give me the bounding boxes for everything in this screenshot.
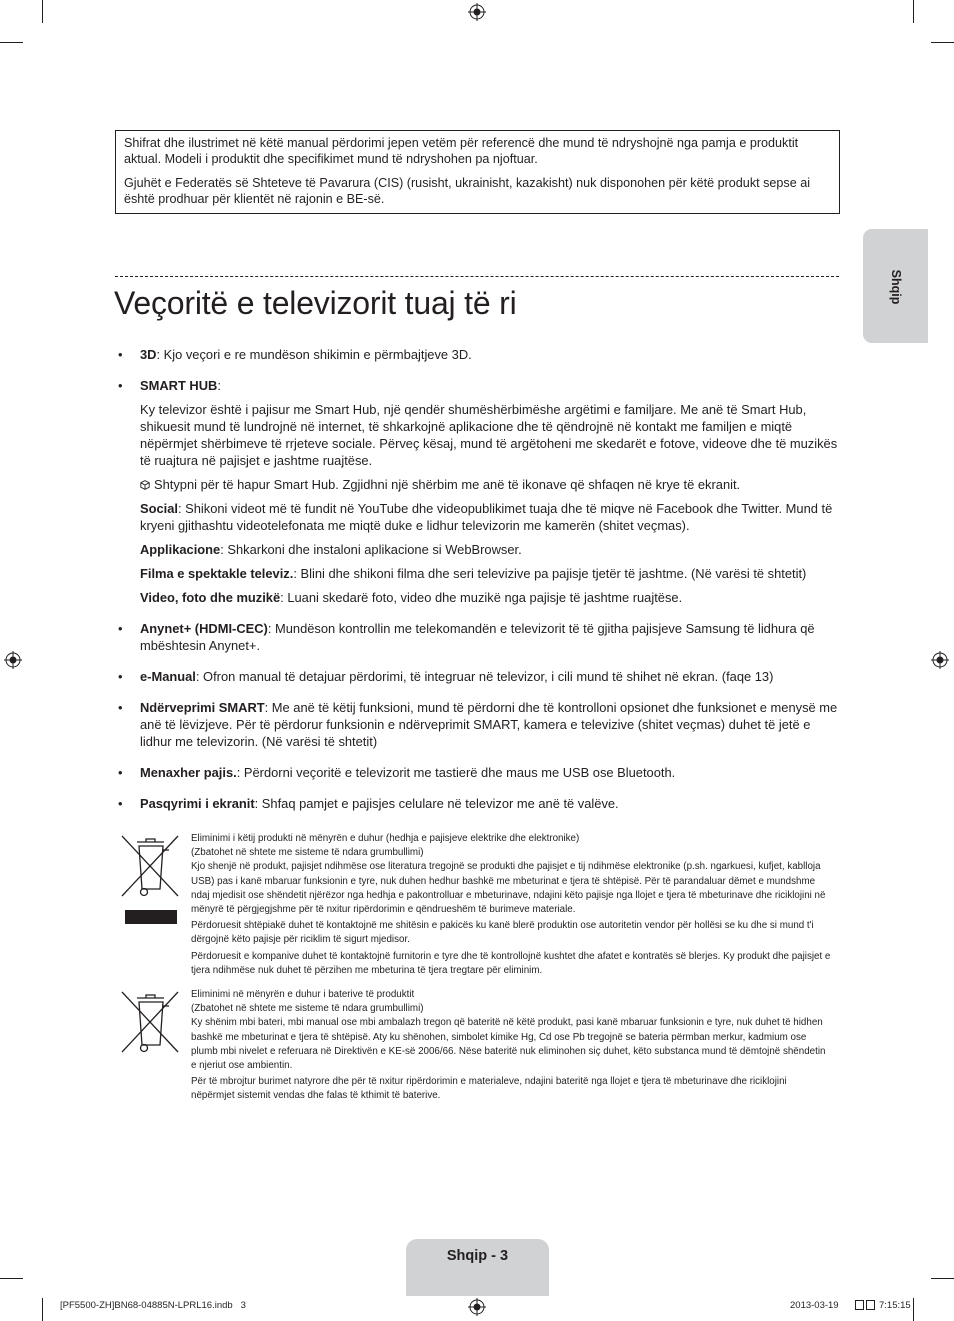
- weee-text: [191, 832, 831, 980]
- crop-mark: [913, 1298, 914, 1321]
- list-item: [114, 668, 842, 685]
- list-item: [114, 620, 842, 654]
- battery-text: [191, 988, 831, 1106]
- page-number-tab: [406, 1239, 549, 1296]
- weee-paragraph: Kjo shenjë në produkt, pajisjet ndihmëse ose literatura tregojnë se produkti dhe pajisjet e tij ndihmëse elektronike (p.sh. ngarkuesi, kufjet, kablloja USB) pas i kanë mbaruar funksionin e tyre, nuk duhen hedhur bashkë me mbeturinat e tjera të shtëpisë. Për të parandaluar dëmet e mundshme ndaj mjedisit ose shëndetit njërëzor nga hedhja e pakontrolluar e mbeturinave, ndajini këto pajisje nga llojet e tjera të mbeturinave dhe riciklojini në mënyrë të përgjegjshme për të nxitur ripërdorimin e qëndrueshëm të burimeve materiale.: [191, 861, 826, 916]
- list-item: [114, 795, 842, 812]
- feature-text: : Ofron manual të detajuar përdorimi, të integruar në televizor, i cili mund të shihet në ekran. (faqe 13): [195, 669, 774, 684]
- crop-mark: [931, 1278, 954, 1279]
- smart-hub-item: [140, 541, 842, 558]
- disclaimer-paragraph: Shifrat dhe ilustrimet në këtë manual përdorimi jepen vetëm për referencë dhe mund të ndryshojnë nga pamja e produktit aktual. Modeli i produktit dhe specifikimet mund të ndryshohen pa njoftuar.: [124, 136, 799, 166]
- crop-mark: [931, 42, 954, 43]
- feature-text: : Përdorni veçoritë e televizorit me tastierë dhe maus me USB ose Bluetooth.: [236, 765, 676, 780]
- smart-hub-item-term: Video, foto dhe muzikë: [140, 590, 281, 605]
- section-divider: [115, 276, 839, 277]
- registration-mark-icon: [468, 3, 486, 21]
- smart-hub-item-term: Applikacione: [140, 542, 221, 557]
- list-item: [114, 699, 842, 750]
- smart-hub-item: [140, 589, 842, 606]
- feature-term: 3D: [140, 347, 157, 362]
- crop-mark: [0, 42, 23, 43]
- smart-hub-button-icon: [140, 480, 150, 490]
- bullet: •: [118, 378, 123, 393]
- feature-term: Anynet+ (HDMI-CEC): [140, 621, 268, 636]
- side-tab-label: Shqip: [888, 269, 903, 305]
- print-file-info: [PF5500-ZH]BN68-04885N-LPRL16.indb 3: [60, 1300, 246, 1311]
- list-item: [114, 346, 842, 363]
- smart-hub-item-term: Social: [140, 501, 178, 516]
- bullet: •: [118, 621, 123, 636]
- smart-hub-item-term: Filma e spektakle televiz.: [140, 566, 294, 581]
- bullet: •: [118, 765, 123, 780]
- weee-paragraph: Përdoruesit e kompanive duhet të kontaktojnë furnitorin e tyre dhe të kontrollojnë kushtet dhe afatet e kontratës së blerjes. Ky produkt dhe pajisjet e tjera ndihmëse nuk duhet të përzihen me mbeturina të tjera tregtare për eliminim.: [191, 950, 831, 976]
- feature-term: Pasqyrimi i ekranit: [140, 796, 255, 811]
- remote-note-text: Shtypni për të hapur Smart Hub. Zgjidhni një shërbim me anë të ikonave që shfaqen në krye të ekranit.: [154, 477, 741, 492]
- crossed-out-wheelie-bin-icon: [120, 832, 180, 924]
- crop-mark: [0, 1278, 23, 1279]
- battery-paragraph: Ky shënim mbi bateri, mbi manual ose mbi ambalazh tregon që bateritë në këtë produkt, pasi kanë mbaruar funksionin e tyre, nuk duhet të hidhen bashkë me mbeturinat e tjera të shtëpisë. Aty ku shënohen, simbolet kimike Hg, Cd ose Pb tregojnë se bateria përmban merkur, kadmium ose plumb mbi nivelet e referuara në Direktivën e KE-së 2006/66. Nëse bateritë nuk eliminohen siç duhet, këto substanca mund të dëmtojnë shëndetin e njeriut ose ambientin.: [191, 1017, 826, 1072]
- smart-hub-item-text: : Shikoni videot më të fundit në YouTube dhe videopublikimet tuaja dhe të miqve në Facebook dhe Twitter. Mund të kryeni gjithashtu videotelefonata me miqtë duke e lidhur televizorin me kamerën (shitet veçmas).: [140, 501, 833, 533]
- smart-hub-item: [140, 565, 842, 582]
- registration-mark-icon: [468, 1298, 486, 1316]
- list-item: [114, 377, 842, 606]
- print-unrendered-glyphs: [855, 1300, 875, 1314]
- crop-mark: [913, 0, 914, 23]
- feature-text: :: [217, 378, 221, 393]
- feature-list: [114, 346, 842, 826]
- smart-hub-item: [140, 500, 842, 534]
- page-number: Shqip - 3: [446, 1248, 509, 1264]
- missing-glyph-icon: [855, 1300, 875, 1310]
- smart-hub-remote-note: [140, 476, 842, 493]
- crossed-out-battery-bin-icon: [120, 988, 180, 1058]
- feature-term: Ndërveprimi SMART: [140, 700, 265, 715]
- feature-term: SMART HUB: [140, 378, 218, 393]
- weee-heading: Eliminimi i këtij produkti në mënyrën e duhur (hedhja e pajisjeve elektrike dhe elektronike): [191, 833, 580, 844]
- feature-text: : Kjo veçori e re mundëson shikimin e përmbajtjeve 3D.: [156, 347, 472, 362]
- feature-text: : Me anë të këtij funksioni, mund të përdorni dhe të kontrolloni opsionet dhe funksionet e menysë me anë të lëvizjeve. Për të përdorur funksionin e ndërveprimit SMART, kamera e televizive (shitet veçmas) duhet të jetë e lidhur me televizorin. (Në varësi të shtetit): [140, 700, 838, 749]
- disclaimer-box: [115, 130, 840, 214]
- feature-text: : Shfaq pamjet e pajisjes celulare në televizor me anë të valëve.: [254, 796, 619, 811]
- battery-paragraph: Për të mbrojtur burimet natyrore dhe për të nxitur ripërdorimin e materialeve, ndajini bateritë nga llojet e tjera të mbeturinave dhe riciklojini nëpërmjet sistemit vendas dhe falas të kthimit të baterive.: [191, 1076, 787, 1102]
- bullet: •: [118, 669, 123, 684]
- battery-subheading: (Zbatohet në shtete me sisteme të ndara grumbullimi): [191, 1003, 424, 1015]
- smart-hub-intro: Ky televizor është i pajisur me Smart Hub, një qendër shumëshërbimëshe argëtimi e familjare. Me anë të Smart Hub, shikuesit mund të lundrojnë në internet, të shkarkojnë aplikacione dhe të qëndrojnë në kontakt me familjen e miqtë nëpërmjet shërbimeve të rrjeteve sociale. Përveç kësaj, mund të argëtoheni me skedarët e fotove, videove dhe të muzikës të ruajtura në pajisjet e jashtme ruajtëse.: [140, 402, 838, 468]
- print-date: 2013-03-19: [790, 1300, 839, 1311]
- smart-hub-item-text: : Shkarkoni dhe instaloni aplikacione si WebBrowser.: [220, 542, 522, 557]
- bullet: •: [118, 700, 123, 715]
- bullet: •: [118, 347, 123, 362]
- feature-text: : Mundëson kontrollin me telekomandën e televizorit të të gjitha pajisjeve Samsung të lidhura që mbështesin Anynet+.: [140, 621, 815, 653]
- smart-hub-item-text: : Blini dhe shikoni filma dhe seri televizive pa pajisje tjetër të jashtme. (Në varësi të shtetit): [293, 566, 807, 581]
- registration-mark-icon: [931, 651, 949, 669]
- list-item: [114, 764, 842, 781]
- print-time: 7:15:15: [879, 1300, 911, 1311]
- crop-mark: [42, 0, 43, 23]
- crop-mark: [42, 1298, 43, 1321]
- bullet: •: [118, 796, 123, 811]
- weee-subheading: (Zbatohet në shtete me sisteme të ndara grumbullimi): [191, 847, 424, 859]
- smart-hub-item-text: : Luani skedarë foto, video dhe muzikë nga pajisje të jashtme ruajtëse.: [280, 590, 683, 605]
- disclaimer-paragraph: Gjuhët e Federatës së Shteteve të Pavarura (CIS) (rusisht, ukrainisht, kazakisht) nuk disponohen për këtë produkt sepse ai është prodhuar për klientët në rajonin e BE-së.: [124, 176, 811, 206]
- battery-heading: Eliminimi në mënyrën e duhur i baterive të produktit: [191, 989, 415, 1000]
- registration-mark-icon: [4, 651, 22, 669]
- language-side-tab: [863, 229, 928, 343]
- feature-term: e-Manual: [140, 669, 196, 684]
- weee-paragraph: Përdoruesit shtëpiakë duhet të kontaktojnë me shitësin e pakicës ku kanë blerë produktin ose autoritetin vendor për hollësi se ku dhe si mund t'i dërgojnë këto pajisje për riciklim të sigurt mjedisor.: [191, 920, 814, 946]
- feature-term: Menaxher pajis.: [140, 765, 237, 780]
- page-title: Veçoritë e televizorit tuaj të ri: [114, 285, 517, 321]
